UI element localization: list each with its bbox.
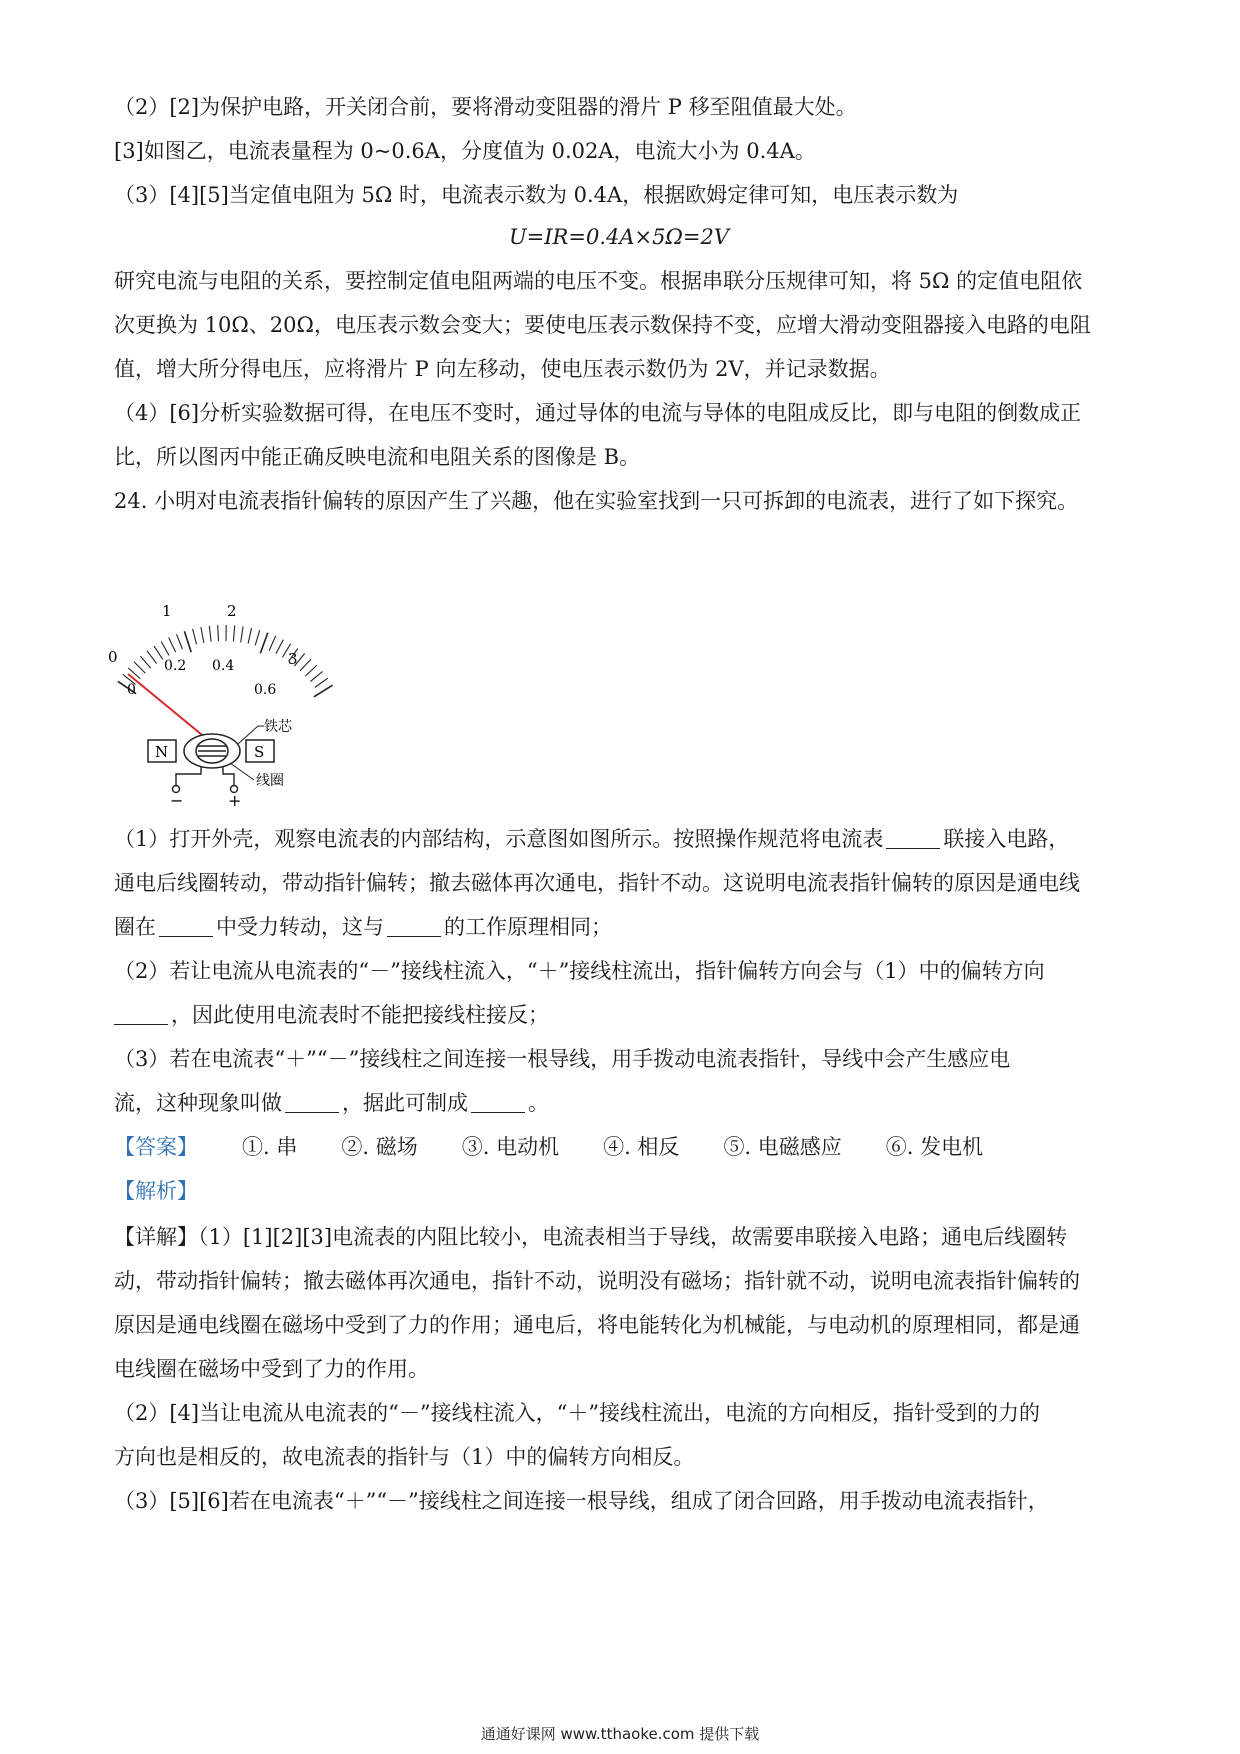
text-line: 原因是通电线圈在磁场中受到了力的作用；通电后，将电能转化为机械能，与电动机的原理相同，都是通	[114, 1313, 1080, 1337]
answer-item: ②. 磁场	[341, 1135, 418, 1159]
scale-bottom-label: 0.6	[254, 682, 277, 698]
question-1-line	[114, 912, 1124, 942]
scale-tick	[209, 626, 211, 642]
scale-tick	[154, 646, 163, 659]
scale-tick	[248, 628, 251, 644]
terminal-minus-label: −	[170, 791, 184, 808]
answer-tag: 【答案】	[114, 1135, 198, 1159]
text-line: （3）[4][5]当定值电阻为 5Ω 时，电流表示数为 0.4A，根据欧姆定律可知，电压表示数为	[114, 183, 959, 207]
text-line: （3）[5][6]若在电流表“＋”“－”接线柱之间连接一根导线，组成了闭合回路，用手拨动电流表指针，	[114, 1489, 1049, 1513]
text-line: （4）[6]分析实验数据可得，在电压不变时，通过导体的电流与导体的电阻成反比，即与电阻的倒数成正	[114, 401, 1082, 425]
answer-blank[interactable]	[471, 1092, 525, 1113]
magnet-s-label: S	[254, 743, 265, 761]
text-line: 通电后线圈转动，带动指针偏转；撤去磁体再次通电，指针不动。这说明电流表指针偏转的原因是通电线	[114, 871, 1080, 895]
scale-tick	[218, 625, 219, 641]
scale-tick	[201, 627, 204, 643]
question-1-line	[114, 824, 1124, 854]
scale-tick	[161, 642, 169, 656]
text-line: [3]如图乙，电流表量程为 0~0.6A，分度值为 0.02A，电流大小为 0.4A。	[114, 139, 816, 163]
scale-tick	[260, 633, 268, 654]
text-fragment: 联接入电路，	[943, 827, 1070, 851]
text-fragment: 流，这种现象叫做	[114, 1091, 282, 1115]
scale-tick	[315, 678, 328, 687]
text-line: 值，增大所分得电压，应将滑片 P 向左移动，使电压表示数仍为 2V，并记录数据。	[114, 357, 891, 381]
text-line: 电线圈在磁场中受到了力的作用。	[114, 1357, 429, 1381]
text-line: （2）[4]当让电流从电流表的“－”接线柱流入，“＋”接线柱流出，电流的方向相反，指针受到的力的	[114, 1401, 1041, 1425]
text-line: （2）[2]为保护电路，开关闭合前，要将滑动变阻器的滑片 P 移至阻值最大处。	[114, 95, 857, 119]
answer-blank[interactable]	[159, 916, 213, 937]
scale-tick	[255, 630, 260, 645]
text-fragment: 圈在	[114, 915, 156, 939]
scale-bottom-label: 0.4	[212, 658, 235, 674]
detail-tag: 【详解】	[114, 1225, 198, 1249]
text-line: 研究电流与电阻的关系，要控制定值电阻两端的电压不变。根据串联分压规律可知，将 5Ω 的定值电阻依	[114, 269, 1083, 293]
text-line: 方向也是相反的，故电流表的指针与（1）中的偏转方向相反。	[114, 1445, 695, 1469]
text-fragment: ，因此使用电流表时不能把接线柱接反；	[171, 1003, 549, 1027]
formula-line: U=IR=0.4A×5Ω=2V	[508, 225, 730, 249]
scale-tick	[269, 636, 276, 651]
text-line: 比，所以图丙中能正确反映电流和电阻关系的图像是 B。	[114, 445, 641, 469]
scale-tick	[134, 662, 145, 673]
text-fragment: 中受力转动，这与	[216, 915, 384, 939]
analysis-tag: 【解析】	[114, 1179, 198, 1203]
scale-tick	[193, 629, 197, 645]
text-line: （2）若让电流从电流表的“－”接线柱流入，“＋”接线柱流出，指针偏转方向会与（1）中的偏转方向	[114, 959, 1045, 983]
page-footer: 通通好课网 www.tthaoke.com 提供下载	[480, 1725, 760, 1743]
scale-bottom-label: 0.2	[164, 658, 187, 674]
answer-item: ⑥. 发电机	[885, 1135, 984, 1159]
answer-item: ③. 电动机	[461, 1135, 560, 1159]
scale-tick	[147, 651, 157, 664]
scale-bottom-label: 0	[127, 682, 136, 698]
question-2-line	[114, 1000, 1124, 1030]
ammeter-diagram	[106, 588, 346, 808]
scale-tick	[169, 638, 176, 652]
text-fragment: ，据此可制成	[342, 1091, 468, 1115]
iron-core-label: 铁芯	[264, 719, 292, 735]
scale-tick	[276, 640, 283, 654]
scale-tick	[184, 631, 191, 652]
scale-top-label: 2	[227, 602, 237, 620]
text-fragment: （1）[1][2][3]电流表的内阻比较小，电流表相当于导线，故需要串联接入电路；通电后线圈转	[198, 1225, 1068, 1249]
scale-tick	[233, 625, 234, 641]
text-fragment: 。	[528, 1091, 549, 1115]
text-line: （3）若在电流表“＋”“－”接线柱之间连接一根导线，用手拨动电流表指针，导线中会产生感应电	[114, 1047, 1011, 1071]
answer-line	[114, 1132, 1124, 1162]
question-3-line	[114, 1088, 1124, 1118]
answer-item: ①. 串	[242, 1135, 298, 1159]
text-line: 动，带动指针偏转；撤去磁体再次通电，指针不动，说明没有磁场；指针就不动，说明电流表指针偏转的	[114, 1269, 1080, 1293]
magnet-n-label: N	[155, 743, 169, 761]
coil-label: 线圈	[256, 773, 284, 789]
text-fragment: （1）打开外壳，观察电流表的内部结构，示意图如图所示。按照操作规范将电流表	[114, 827, 884, 851]
scale-tick	[241, 626, 243, 642]
scale-tick	[177, 634, 183, 649]
scale-tick	[300, 659, 311, 671]
answer-blank[interactable]	[114, 1004, 168, 1025]
scale-tick	[140, 656, 150, 668]
answer-item: ④. 相反	[603, 1135, 680, 1159]
scale-tick	[314, 685, 333, 697]
text-fragment: 的工作原理相同；	[444, 915, 612, 939]
answer-blank[interactable]	[387, 916, 441, 937]
answer-blank[interactable]	[285, 1092, 339, 1113]
scale-top-label: 0	[108, 648, 118, 666]
text-line: 次更换为 10Ω、20Ω，电压表示数会变大；要使电压表示数保持不变，应增大滑动变阻器接入电路的电阻	[114, 313, 1091, 337]
analysis-line	[114, 1222, 1124, 1252]
scale-top-label: 1	[162, 602, 172, 620]
scale-tick	[310, 671, 322, 681]
scale-tick	[305, 665, 317, 676]
answer-item: ⑤. 电磁感应	[723, 1135, 842, 1159]
terminal-plus-label: +	[228, 791, 242, 808]
answer-blank[interactable]	[886, 828, 940, 849]
scale-top-label: 3	[288, 650, 298, 668]
question-24-stem: 24. 小明对电流表指针偏转的原因产生了兴趣，他在实验室找到一只可拆卸的电流表，进行了如下探究。	[114, 489, 1079, 513]
